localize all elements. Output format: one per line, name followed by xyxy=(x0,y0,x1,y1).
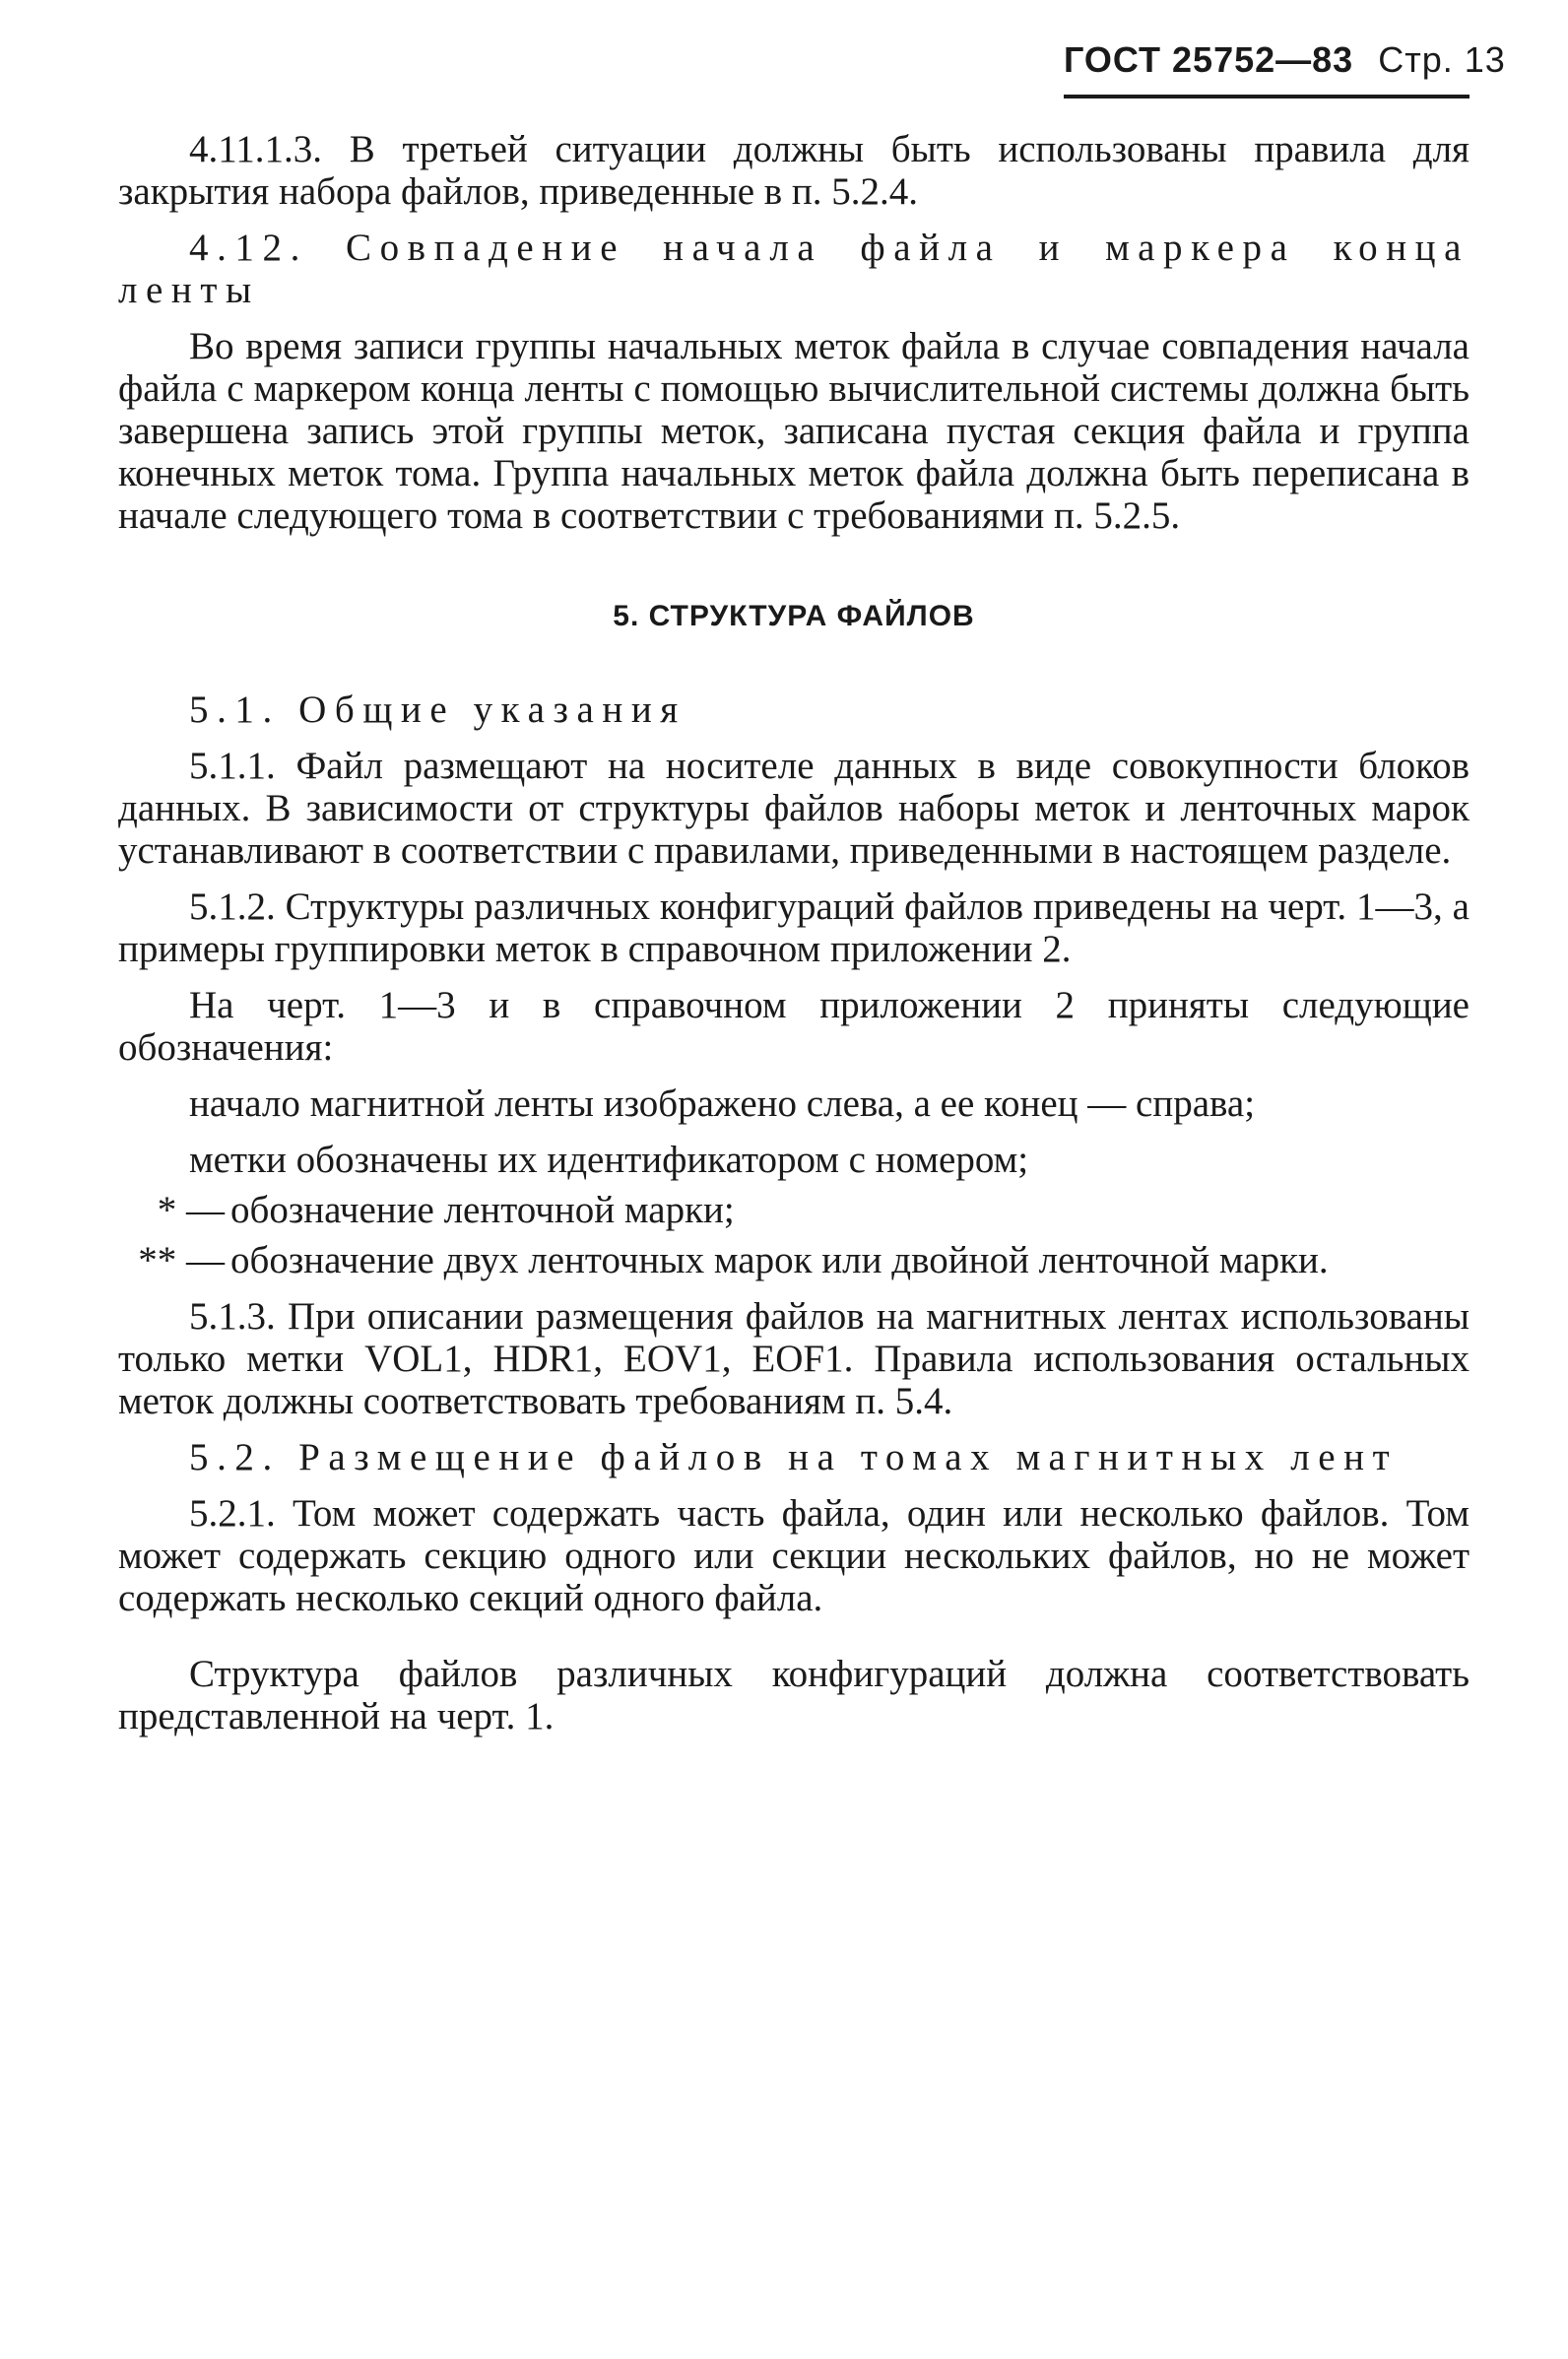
legend-text: обозначение двух ленточных марок или двойной ленточной марки. xyxy=(230,1239,1329,1281)
paragraph-notation-intro: На черт. 1—3 и в справочном приложении 2 приняты следующие обозначения: xyxy=(118,984,1470,1069)
paragraph-4-12-body: Во время записи группы начальных меток файла в случае совпадения начала файла с маркером конца ленты с помощью вычислительной системы должна быть завершена запись этой группы меток, записана пустая секция файла и группа конечных меток тома. Группа начальных меток файла должна быть переписана в начале следующего тома в соответствии с требованиями п. 5.2.5. xyxy=(118,325,1470,537)
paragraph-notation-tape-start: начало магнитной ленты изображено слева, а ее конец — справа; xyxy=(189,1082,1256,1125)
standard-number: ГОСТ 25752—83 xyxy=(1064,39,1354,80)
paragraph-5-1-3: 5.1.3. При описании размещения файлов на магнитных лентах использованы только метки VOL1, HDR1, EOV1, EOF1. Правила использования остальных меток должны соответствовать требованиям п. 5.4. xyxy=(118,1295,1470,1422)
subheading-5-2: 5.2. Размещение файлов на томах магнитных лент xyxy=(189,1436,1399,1478)
legend-symbol: * — xyxy=(157,1189,225,1231)
section-title: 5. СТРУКТУРА ФАЙЛОВ xyxy=(613,600,975,632)
subheading-4-12: 4.12. Совпадение начала файла и маркера конца ленты xyxy=(118,227,1470,311)
document-page xyxy=(118,39,1506,1737)
paragraph-5-1-2: 5.1.2. Структуры различных конфигураций файлов приведены на черт. 1—3, а примеры группировки меток в справочном приложении 2. xyxy=(118,885,1470,970)
paragraph-structure-note: Структура файлов различных конфигураций должна соответствовать представленной на черт. 1. xyxy=(118,1653,1470,1737)
subheading-5-1: 5.1. Общие указания xyxy=(189,688,686,731)
paragraph-4-11-1-3: 4.11.1.3. В третьей ситуации должны быть использованы правила для закрытия набора файлов, приведенные в п. 5.2.4. xyxy=(118,128,1470,213)
paragraph-notation-labels: метки обозначены их идентификатором с номером; xyxy=(189,1139,1029,1181)
legend-text: обозначение ленточной марки; xyxy=(230,1189,735,1231)
paragraph-5-2-1: 5.2.1. Том может содержать часть файла, один или несколько файлов. Том может содержать секцию одного или секции нескольких файлов, но не может содержать несколько секций одного файла. xyxy=(118,1492,1470,1619)
legend-symbol: ** — xyxy=(138,1239,225,1281)
paragraph-5-1-1: 5.1.1. Файл размещают на носителе данных в виде совокупности блоков данных. В зависимости от структуры файлов наборы меток и ленточных марок устанавливают в соответствии с правилами, приведенными в настоящем разделе. xyxy=(118,745,1470,872)
legend-item-single-mark xyxy=(118,1189,1470,1231)
page-header xyxy=(1064,39,1506,98)
legend-item-double-mark xyxy=(118,1239,1470,1281)
page-number: Стр. 13 xyxy=(1378,39,1506,80)
